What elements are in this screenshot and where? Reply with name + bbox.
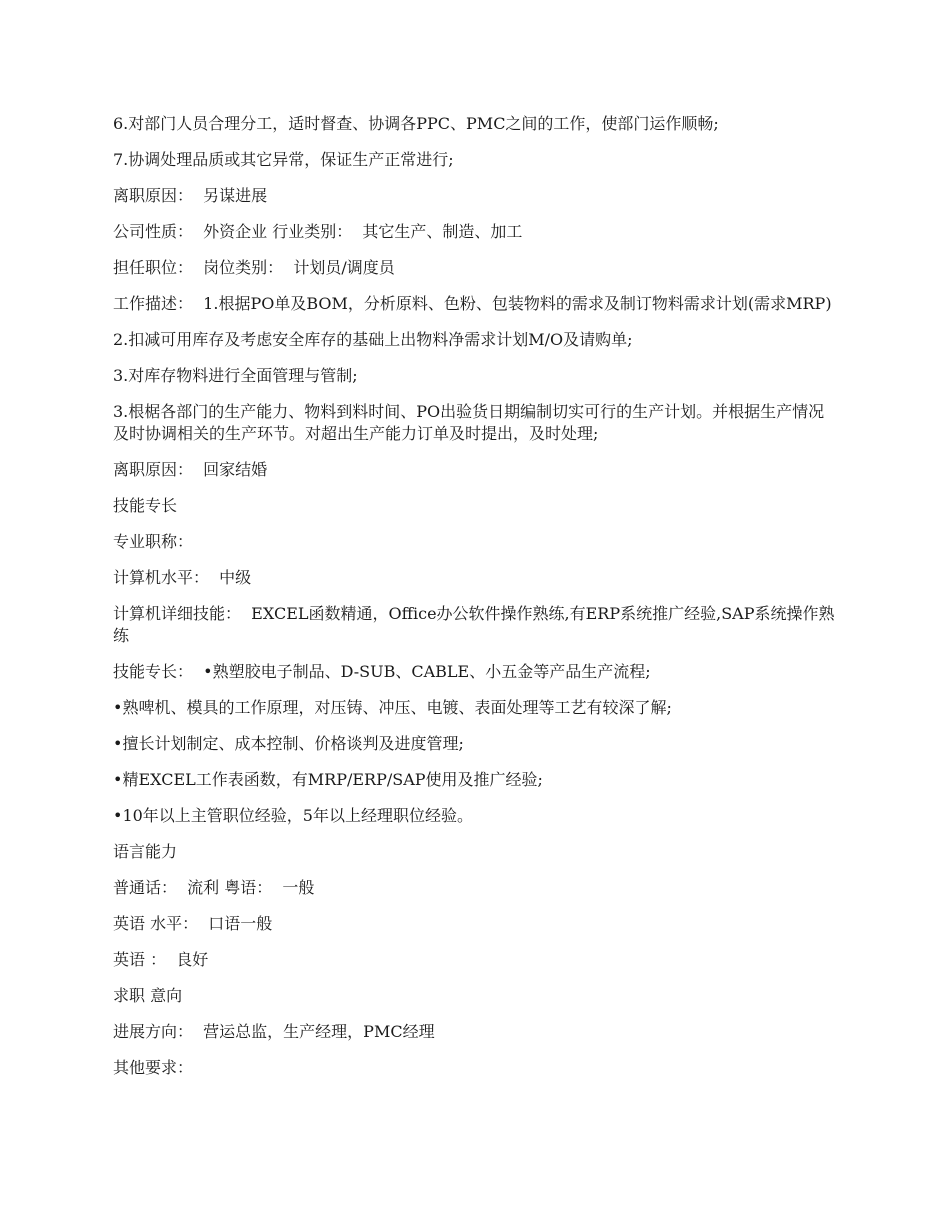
job-duty-3b: 3.根椐各部门的生产能力、物料到料时间、PO出验货日期编制切实可行的生产计划。并根据生产情况及时协调相关的生产环节。对超出生产能力订单及时提出，及时处理;: [113, 402, 825, 443]
duty-item-6: 6.对部门人员合理分工，适时督查、协调各PPC、PMC之间的工作，使部门运作顺畅;: [113, 114, 719, 133]
career-direction: 进展方向： 营运总监，生产经理，PMC经理: [113, 1022, 435, 1041]
job-duty-3: 3.对库存物料进行全面管理与管制;: [113, 366, 358, 385]
company-info: 公司性质： 外资企业 行业类别： 其它生产、制造、加工: [113, 222, 523, 241]
job-duty-2: 2.扣减可用库存及考虑安全库存的基础上出物料净需求计划M/O及请购单;: [113, 330, 633, 349]
section-heading-job-intent: 求职 意向: [113, 986, 183, 1005]
computer-level: 计算机水平： 中级: [113, 568, 252, 587]
language-english: 英语 ： 良好: [113, 950, 209, 969]
section-heading-skills: 技能专长: [113, 496, 178, 515]
skill-item-1: 技能专长： •熟塑胶电子制品、D-SUB、CABLE、小五金等产品生产流程;: [113, 662, 651, 681]
other-requirements: 其他要求：: [113, 1058, 194, 1077]
job-description: 工作描述： 1.根据PO单及BOM，分析原料、色粉、包装物料的需求及制订物料需求计划(需求MRP): [113, 294, 832, 313]
leave-reason-1: 离职原因： 另谋进展: [113, 186, 268, 205]
language-mandarin-cantonese: 普通话： 流利 粤语： 一般: [113, 878, 315, 897]
skill-item-2: •熟啤机、模具的工作原理，对压铸、冲压、电镀、表面处理等工艺有较深了解;: [113, 698, 672, 717]
skill-item-4: •精EXCEL工作表函数，有MRP/ERP/SAP使用及推广经验;: [113, 770, 543, 789]
computer-skills-detail: 计算机详细技能： EXCEL函数精通，Office办公软件操作熟练,有ERP系统推广经验,SAP系统操作熟练: [113, 604, 835, 645]
leave-reason-2: 离职原因： 回家结婚: [113, 460, 268, 479]
position-info: 担任职位： 岗位类别： 计划员/调度员: [113, 258, 395, 277]
duty-item-7: 7.协调处理品质或其它异常，保证生产正常进行;: [113, 150, 454, 169]
language-english-level: 英语 水平： 口语一般: [113, 914, 273, 933]
skill-item-3: •擅长计划制定、成本控制、价格谈判及进度管理;: [113, 734, 464, 753]
professional-title: 专业职称：: [113, 532, 194, 551]
section-heading-language: 语言能力: [113, 842, 178, 861]
skill-item-5: •10年以上主管职位经验，5年以上经理职位经验。: [113, 806, 473, 825]
